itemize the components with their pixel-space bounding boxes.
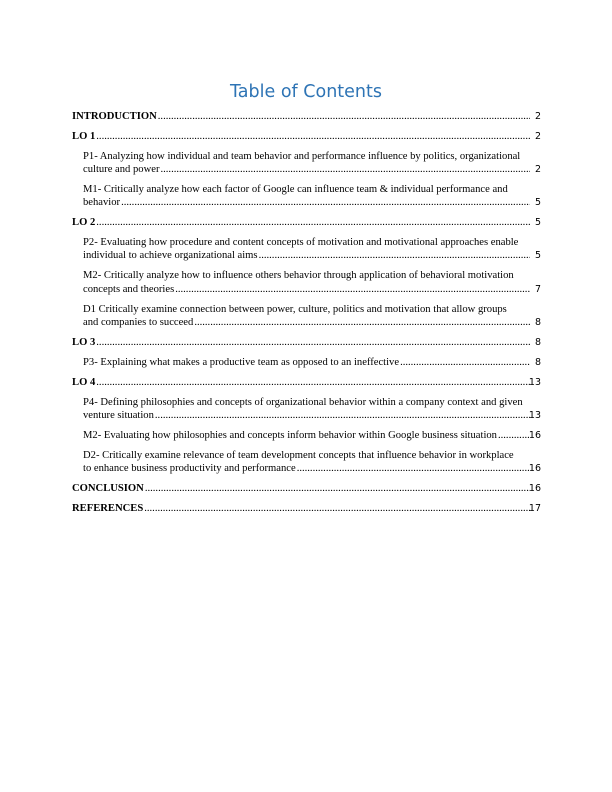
toc-page-number: 13 <box>528 410 541 422</box>
toc-page-number: 8 <box>534 336 541 348</box>
dot-leader <box>158 110 530 123</box>
toc-entry-text: CONCLUSION <box>72 483 144 495</box>
toc-page-number: 2 <box>534 130 541 142</box>
dot-leader <box>194 316 530 329</box>
toc-page-number: 7 <box>534 283 541 295</box>
dot-leader <box>259 249 530 262</box>
toc-entry-m2-motivation[interactable] <box>72 269 541 295</box>
toc-entry-text: M2- Critically analyze how to influence others behavior through application of behavioral motivation <box>83 270 514 282</box>
toc-entry-d1[interactable] <box>72 303 541 329</box>
toc-entry-text: LO 1 <box>72 130 96 142</box>
toc-entry-text: REFERENCES <box>72 503 144 515</box>
dot-leader <box>160 163 530 176</box>
toc-entry-p4[interactable] <box>72 396 541 422</box>
toc-entry-text: LO 2 <box>72 217 96 229</box>
toc-entry-text: P1- Analyzing how individual and team behavior and performance influence by politics, organizational <box>83 150 521 162</box>
toc-entry-lo2[interactable] <box>72 216 541 229</box>
dot-leader <box>400 356 530 369</box>
toc-entry-p1[interactable] <box>72 150 541 176</box>
dot-leader <box>96 336 530 349</box>
toc-page-number: 16 <box>528 430 541 442</box>
dot-leader <box>297 462 530 475</box>
toc-entry-text-cont: and companies to succeed <box>83 316 194 328</box>
toc-entry-text: D2- Critically examine relevance of team development concepts that influence behavior in workplace <box>83 450 514 462</box>
toc-page-number: 2 <box>534 164 541 175</box>
toc-page-number: 8 <box>534 356 541 368</box>
dot-leader <box>96 376 530 389</box>
dot-leader <box>96 130 530 143</box>
toc-entry-conclusion[interactable] <box>72 482 541 495</box>
toc-entry-text: M1- Critically analyze how each factor of Google can influence team & individual performance and <box>83 184 508 195</box>
toc-entry-lo3[interactable] <box>72 336 541 349</box>
dot-leader <box>175 283 530 296</box>
toc-entry-m2-google[interactable] <box>72 429 541 442</box>
toc-entry-text-cont: to enhance business productivity and performance <box>83 463 296 475</box>
dot-leader <box>96 216 530 229</box>
dot-leader <box>121 196 530 209</box>
toc-entry-text: D1 Critically examine connection between power, culture, politics and motivation that allow groups <box>83 303 507 315</box>
toc-entry-text-cont: concepts and theories <box>83 283 175 295</box>
toc-entry-text: P2- Evaluating how procedure and content concepts of motivation and motivational approaches enable <box>83 237 519 249</box>
toc-page-number: 13 <box>528 376 541 388</box>
toc-page-number: 16 <box>528 463 541 475</box>
toc-entry-lo4[interactable] <box>72 376 541 389</box>
toc-page-number: 17 <box>528 503 541 515</box>
toc-entry-text: LO 3 <box>72 336 96 348</box>
toc-entry-text: P3- Explaining what makes a productive team as opposed to an ineffective <box>83 356 400 368</box>
dot-leader <box>155 409 530 422</box>
toc-entry-text: INTRODUCTION <box>72 110 157 122</box>
toc-page-number: 16 <box>528 483 541 495</box>
toc-entry-text-cont: venture situation <box>83 410 154 422</box>
toc-page-number: 5 <box>534 217 541 229</box>
dot-leader <box>145 482 530 495</box>
toc-page-number: 5 <box>534 197 541 209</box>
toc-entry-text-cont: individual to achieve organizational aims <box>83 250 258 262</box>
toc-entry-text-cont: behavior <box>83 197 121 209</box>
toc-entry-p2[interactable] <box>72 236 541 262</box>
dot-leader <box>144 502 530 515</box>
toc-title: Table of Contents <box>230 82 382 102</box>
toc-page-number: 2 <box>534 110 541 122</box>
toc-entry-lo1[interactable] <box>72 130 541 143</box>
toc-entry-text-cont: culture and power <box>83 164 160 175</box>
dot-leader <box>498 429 530 442</box>
toc-entry-introduction[interactable] <box>72 110 541 123</box>
toc-entry-p3[interactable] <box>72 356 541 369</box>
toc-page-number: 5 <box>534 250 541 262</box>
toc-entry-m1[interactable] <box>72 183 541 209</box>
toc-entry-text: M2- Evaluating how philosophies and concepts inform behavior within Google business situation <box>83 430 497 442</box>
toc-entry-text: LO 4 <box>72 376 96 388</box>
toc-page-number: 8 <box>534 316 541 328</box>
toc-entry-text: P4- Defining philosophies and concepts of organizational behavior within a company context and given <box>83 396 523 408</box>
toc-entry-references[interactable] <box>72 502 541 515</box>
table-of-contents <box>72 103 541 515</box>
toc-entry-d2[interactable] <box>72 449 541 475</box>
